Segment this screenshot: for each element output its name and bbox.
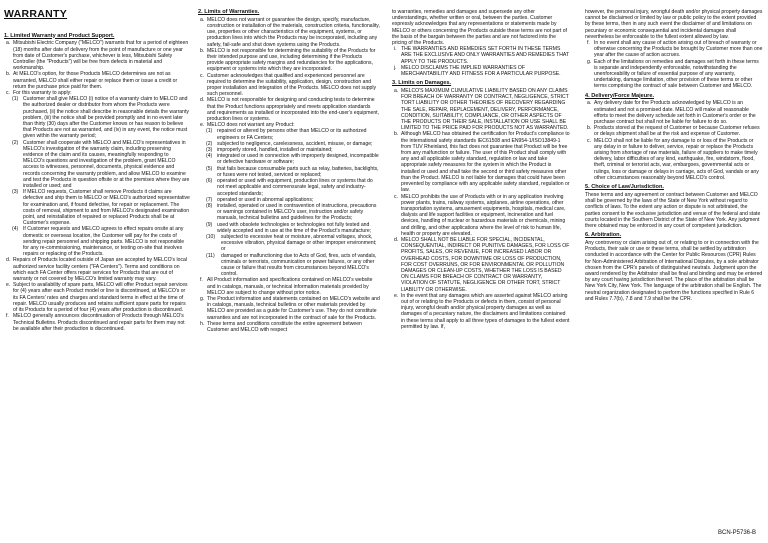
paragraph: however, the personal injury, wrongful death and/or physical property damages cannot be disclaimed or limited by law or public policy to the extent provided by these terms, then in any such event the disclaimer of and limitations on pecuniary or economic consequential and incidental damages shall nevertheless be enforceable to the fullest extent allowed by law.	[585, 9, 763, 40]
clause-label: h.	[200, 320, 205, 327]
clause-text: Repairs of Products located outside of Japan are accepted by MELCO's local authorized service facility centers ("FA Centers"). Terms and conditions on which each FA Center offers repair services for Products that are out of warranty or not covered by MELCO's limited warranty may vary.	[13, 257, 187, 283]
clause-text: subjected to negligence, carelessness, accident, misuse, or damage;	[217, 140, 373, 147]
clause-text: MELCO generally announces discontinuation of Products through MELCO's Technical Bulletins. Products discontinued and repair parts for them may not be available after their production is discontinued.	[13, 313, 185, 332]
clause-item	[198, 48, 380, 73]
clause-text: Any delivery date for the Products acknowledged by MELCO is an estimated and not a promised date. MELCO will make all reasonable efforts to meet the delivery schedule set forth in Customer's order or the purchase contract but shall not be liable for failure to do so.	[594, 100, 756, 126]
column-3	[392, 9, 570, 534]
clause-item	[585, 59, 763, 90]
clause-item	[198, 17, 380, 48]
clause-label: (10)	[206, 233, 216, 240]
clause-label: c.	[6, 89, 10, 96]
clause-label: (2)	[206, 140, 213, 147]
clause-label: g.	[200, 295, 205, 302]
clause-text: integrated or used in connection with improperly designed, incompatible or defective hardware or software;	[217, 153, 379, 166]
clause-item	[392, 194, 570, 237]
clause-label: (9)	[206, 221, 213, 228]
clause-text: Mitsubishi Electric Company ("MELCO") warrants that for a period of eighteen (18) months after date of delivery from the point of manufacture or one year from date of Customer's purchase, whichever is less, Mitsubishi Safety Controller (the "Products") will be free from defects in material and workmanship.	[13, 40, 189, 72]
clause-text: In no event shall any cause of action arising out of breach of warranty or otherwise concerning the Products be brought by Customer more than one year after the cause of action accrues.	[594, 40, 763, 59]
clause-text: All Product information and specifications contained on MELCO's website and in catalogs, manuals, or technical information materials provided by MELCO are subject to change without prior notice.	[207, 277, 373, 296]
clause-text: Customer shall give MELCO (i) notice of a warranty claim to MELCO and the authorized dealer or distributor from whom the Products were purchased, (ii) the notice shall describe in reasonable details the warranty problem, (iii) the notice shall be provided promptly and in no event later than thirty (30) days after the Customer knows or has reason to believe that Products are not as warranted, and (iv) in any event, the notice must given within the warranty period;	[23, 96, 189, 140]
clause-label: (3)	[12, 189, 19, 196]
section-heading: 5. Choice of Law/Jurisdiction.	[585, 184, 664, 191]
clause-text: In the event that any damages which are asserted against MELCO arising out of or relating to the Products or defects in them, consist of personal injury, wrongful death and/or physical property damages as well as damages of a pecuniary nature, the disclaimers and limitations contained in these terms shall apply to all three types of damages to the fullest extent permitted by law. If,	[401, 292, 570, 330]
sub-clause-item	[4, 96, 190, 139]
clause-label: b.	[200, 47, 205, 54]
clause-item	[392, 65, 570, 77]
clause-label: b.	[6, 71, 11, 78]
clause-text: damaged or malfunctioning due to Acts of God, fires, acts of vandals, criminals or terrorists, communication or power failures, or any other cause or failure that results from circumstances beyond MELCO's control.	[221, 252, 377, 278]
clause-item	[585, 40, 763, 59]
clause-text: operated or used with equipment, production lines or systems that do not meet applicable and commensurate legal, safety and industry-accepted standards;	[217, 178, 373, 197]
clause-text: MELCO is not responsible for determining the suitability of the Products for their intended purpose and use, including determining if the Products provide appropriate safety margins and redundancies for the applications, equipment or systems into which they are incorporated.	[207, 47, 376, 73]
clause-item	[198, 321, 380, 333]
clause-label: (2)	[12, 139, 19, 146]
clause-item	[392, 293, 570, 330]
column-2-body	[198, 9, 380, 333]
clause-label: f.	[6, 313, 9, 320]
clause-text: If MELCO requests, Customer shall remove Products it claims are defective and ship them to MELCO or MELCO's authorized representative for examination and, if found defective, for repair or replacement. The costs of removal, shipment to and from MELCO's designated examination point, and reinstallation of repaired or replaced Products shall be at Customer's expense.	[23, 189, 190, 227]
sub-clause-item	[198, 222, 380, 234]
clause-text: Customer shall cooperate with MELCO and MELCO's representatives in MELCO's investigation of the warranty claim, including preserving evidence of the claim and its causes, meaningfully responding to MELCO's questions and investigation of the problem, grant MELCO access to witnesses, personnel, documents, physical evidence and records concerning the warranty problem, and allow MELCO to examine and test the Products in question offsite or at the premises where they are installed or used; and	[23, 139, 190, 190]
clause-text: installed, operated or used in contravention of instructions, precautions or warnings contained in MELCO's user, instruction and/or safety manuals, technical bulletins and guidelines for the Products;	[217, 202, 377, 222]
section-heading: 6. Arbitration.	[585, 232, 622, 239]
clause-text: MELCO shall not be liable for any damage to or loss of the Products or any delay in or failure to deliver, service, repair or replace the Products arising from shortage of raw materials, failure of suppliers to make timely delivery, labor difficulties of any kind, earthquake, fire, windstorm, flood, theft, criminal or terrorist acts, war, embargoes, governmental acts or rulings, loss or damage or delays in carriage, acts of God, vandals or any other circumstances reasonably beyond MELCO's control.	[594, 137, 759, 181]
clause-label: b.	[587, 125, 592, 132]
clause-label: c.	[394, 193, 398, 200]
clause-label: i.	[394, 46, 397, 53]
section-heading: 3. Limits on Damages.	[392, 80, 452, 87]
clause-text: MELCO is not responsible for designing and conducting tests to determine that the Product functions appropriately and meets application standards and requirements as installed or incorporated into the end-user's equipment, production lines or systems.	[207, 97, 379, 123]
clause-text: These terms and conditions constitute the entire agreement between Customer and MELCO with respect	[207, 320, 362, 333]
clause-label: g.	[587, 58, 592, 65]
clause-text: operated or used in abnormal applications;	[217, 196, 314, 203]
clause-text: MELCO DISCLAIMS THE IMPLIED WARRANTIES OF MERCHANTABILITY AND FITNESS FOR A PARTICULAR PURPOSE.	[401, 64, 561, 78]
clause-label: d.	[200, 97, 205, 104]
clause-item	[4, 71, 190, 90]
clause-item	[585, 100, 763, 125]
clause-label: a.	[6, 40, 11, 47]
clause-label: (3)	[206, 147, 213, 154]
sub-clause-item	[4, 189, 190, 226]
clause-label: a.	[394, 88, 399, 95]
clause-label: (1)	[206, 128, 213, 135]
clause-text: Each of the limitations on remedies and damages set forth in these terms is separate and independently enforceable, notwithstanding the unenforceability or failure of essential purpose of any warranty, undertaking, damage limitation, other provision of these terms or other terms comprising the contract of sale between Customer and MELCO.	[594, 58, 759, 90]
clause-label: e.	[6, 282, 11, 289]
clause-text: If Customer requests and MELCO agrees to effect repairs onsite at any domestic or overseas location, the Customer will pay for the costs of sending repair personnel and shipping parts. MELCO is not responsible for any re-commissioning, maintenance, or testing on-site that involves repairs or replacing of the Products.	[23, 226, 185, 258]
clause-text: THE WARRANTIES AND REMEDIES SET FORTH IN THESE TERMS ARE THE EXCLUSIVE AND ONLY WARRANTIES AND REMEDIES THAT APPLY TO THE PRODUCTS.	[401, 46, 569, 65]
clause-text: MELCO does not warrant or guarantee the design, specify, manufacture, construction or installation of the materials, construction criteria, functionality, use, properties or other characteristics of the equipment, systems, or production lines into which the Products may be incorporated, including any safety, fail-safe and shut down systems using the Products.	[207, 16, 380, 48]
clause-item	[198, 277, 380, 296]
clause-item	[392, 88, 570, 131]
clause-label: (4)	[12, 226, 19, 233]
column-1-body	[4, 33, 190, 332]
clause-label: c.	[200, 72, 204, 79]
clause-item	[4, 40, 190, 71]
clause-text: Although MELCO has obtained the certification for Product's compliance to the international safety standards IEC61508 and EN954-1/ISO13849-1 from TUV Rheinland, this fact does not guarantee that Product will be free from any malfunction or failure. The user of this Product shall comply with any and all applicable safety standard, regulation or law and take appropriate safety measures for the system in which the Product is installed or used and shall take the second or third safety measures other than the Product. MELCO is not liable for damages that could have been prevented by compliance with any applicable safety standard, regulation or law.	[401, 131, 570, 194]
clause-text: Customer acknowledges that qualified and experienced personnel are required to determine the suitability, application, design, construction and proper installation and integration of the Products. MELCO does not supply such personnel.	[207, 72, 377, 98]
clause-item	[392, 237, 570, 293]
clause-text: that fails because consumable parts such as relay, batteries, backlights, or fuses were not tested, serviced or replaced;	[217, 165, 379, 178]
column-2	[198, 9, 380, 534]
sub-clause-item	[198, 128, 380, 140]
sub-clause-item	[198, 203, 380, 222]
sub-clause-item	[198, 153, 380, 165]
paragraph: Any controversy or claim arising out of, or relating to or in connection with the Products, their sale or use or these terms, shall be settled by arbitration conducted in accordance with the Center for Public Resources (CPR) Rules for Non-Administered Arbitration of International Disputes, by a sole arbitrator chosen from the CPR's panels of distinguished neutrals. Judgment upon the award rendered by the Arbitrator shall be final and binding and may be entered by any court having jurisdiction thereof. The place of the arbitration shall be New York City, New York. The language of the arbitration shall be English. The neutral organization designated to perform the functions specified in Rule 6 and Rules 7.7(b), 7.8 and 7.9 shall be the CPR.	[585, 239, 763, 302]
clause-text: At MELCO's option, for those Products MELCO determines are not as warranted, MELCO shall either repair or replace them or issue a credit or return the purchase price paid for them.	[13, 71, 178, 90]
paragraph: These terms and any agreement or contract between Customer and MELCO shall be governed by the laws of the State of New York without regard to conflicts of laws. To the extent any action or dispute is not arbitrated, the parties consent to the exclusive jurisdiction and venue of the federal and state courts located in the Southern District of the State of New York. Any judgment there obtained may be enforced in any court of competent jurisdiction.	[585, 191, 761, 229]
clause-label: (4)	[206, 153, 213, 160]
clause-item	[4, 282, 190, 313]
column-3-body	[392, 9, 570, 330]
clause-label: d.	[394, 236, 399, 243]
sub-clause-item	[4, 226, 190, 257]
clause-label: e.	[394, 292, 399, 299]
clause-label: (5)	[206, 165, 213, 172]
clause-text: MELCO prohibits the use of Products with or in any application involving power plants, trains, railway systems, airplanes, airline operations, other transportation systems, amusement equipments, hospitals, medical care, dialysis and life support facilities or equipment, incineration and fuel devices, handling of nuclear or hazardous materials or chemicals, mining and drilling, and other applications where the level of risk to human life, health or property are elevated.	[401, 193, 566, 237]
clause-label: b.	[394, 131, 399, 138]
paragraph: to warranties, remedies and damages and supersede any other understandings, whether written or oral, between the parties. Customer expressly acknowledges that any representations or statements made by MELCO or others concerning the Products outside these terms are not part of the basis of the bargain between the parties and are not factored into the pricing of the Products.	[392, 9, 567, 47]
clause-label: (7)	[206, 196, 213, 203]
clause-text: MELCO'S MAXIMUM CUMULATIVE LIABILITY BASED ON ANY CLAIMS FOR BREACH OF WARRANTY OR CONTRACT, NEGLIGENCE, STRICT TORT LIABILITY OR OTHER THEORIES OF RECOVERY REGARDING THE SALE, REPAIR, REPLACEMENT, DELIVERY, PERFORMANCE, CONDITION, SUITABILITY, COMPLIANCE, OR OTHER ASPECTS OF THE PRODUCTS OR THEIR SALE, INSTALLATION OR USE SHALL BE LIMITED TO THE PRICE PAID FOR PRODUCTS NOT AS WARRANTED.	[401, 88, 569, 132]
clause-text: used with obsolete technologies or technologies not fully tested and widely accepted and in use at the time of the Product's manufacture;	[217, 221, 372, 234]
clause-item	[198, 73, 380, 98]
clause-label: (1)	[12, 96, 19, 103]
clause-text: For this warranty to apply:	[13, 89, 72, 96]
clause-item	[585, 138, 763, 181]
section-heading: 4. Delivery/Force Majeure.	[585, 92, 655, 99]
clause-text: MELCO does not warrant any Product:	[207, 122, 295, 129]
sub-clause-item	[198, 253, 380, 278]
clause-text: The Product information and statements contained on MELCO's website and in catalogs, manuals, technical bulletins or other materials provided by MELCO are provided as a guide for Customer's use. They do not constitute warranties and are not incorporated in the contract of sale for the Products.	[207, 295, 380, 321]
clause-item	[585, 125, 763, 137]
column-4	[585, 9, 763, 534]
column-1	[4, 9, 190, 534]
clause-text: repaired or altered by persons other than MELCO or its authorized engineers or FA Centers;	[217, 128, 367, 141]
clause-label: (11)	[206, 252, 215, 259]
clause-text: subjected to excessive heat or moisture, abnormal voltages, shock, excessive vibration, physical damage or other improper environment; or	[221, 233, 377, 253]
clause-item	[4, 313, 190, 332]
clause-item	[198, 97, 380, 122]
sub-clause-item	[198, 234, 380, 253]
clause-item	[392, 131, 570, 193]
sub-clause-item	[198, 166, 380, 178]
section-heading: 1. Limited Warranty and Product Support.	[4, 32, 115, 39]
clause-label: e.	[200, 122, 205, 129]
clause-label: f.	[200, 277, 203, 284]
clause-label: f.	[587, 40, 590, 47]
document-code: BCN-P5736-B	[717, 530, 756, 536]
clause-item	[392, 46, 570, 65]
column-4-body	[585, 9, 763, 302]
clause-label: a.	[587, 100, 592, 107]
clause-label: c.	[587, 137, 591, 144]
sub-clause-item	[198, 178, 380, 197]
clause-text: improperly stored, handled, installed or maintained;	[217, 147, 333, 154]
sub-clause-item	[4, 140, 190, 190]
clause-label: j.	[394, 64, 397, 71]
clause-label: (6)	[206, 178, 213, 185]
clause-label: d.	[6, 257, 11, 264]
clause-item	[4, 257, 190, 282]
clause-label: (8)	[206, 202, 213, 209]
section-heading: 2. Limits of Warranties.	[198, 9, 260, 15]
clause-item	[198, 296, 380, 321]
clause-text: Products stored at the request of Customer or because Customer refuses or delays shipment shall be at the risk and expense of Customer.	[594, 125, 760, 138]
clause-text: Subject to availability of spare parts, MELCO will offer Product repair services for (4) years after each Product model or line is discontinued, at MELCO's or its FA Centers' rates and charges and standard terms in effect at the time of repair. MELCO usually produces and retains sufficient spare parts for repairs of its Products for a period of four (4) years after production is discontinued.	[13, 282, 188, 314]
clause-label: a.	[200, 16, 205, 23]
clause-text: MELCO SHALL NOT BE LIABLE FOR SPECIAL, INCIDENTAL, CONSEQUENTIAL, INDIRECT OR PUNITIVE DAMAGES, FOR LOSS OF PROFITS, SALES, OR REVENUE, FOR INCREASED LABOR OR OVERHEAD COSTS, FOR DOWNTIME OR LOSS OF PRODUCTION, FOR COST OVERRUNS, OR FOR ENVIRONMENTAL OR POLLUTION DAMAGES OR CLEAN-UP COSTS, WHETHER THE LOSS IS BASED ON CLAIMS FOR BREACH OF CONTRACT OR WARRANTY, VIOLATION OF STATUTE, NEGLIGENCE OR OTHER TORT, STRICT LIABILITY OR OTHERWISE.	[401, 236, 570, 293]
document-title: WARRANTY	[4, 9, 68, 20]
